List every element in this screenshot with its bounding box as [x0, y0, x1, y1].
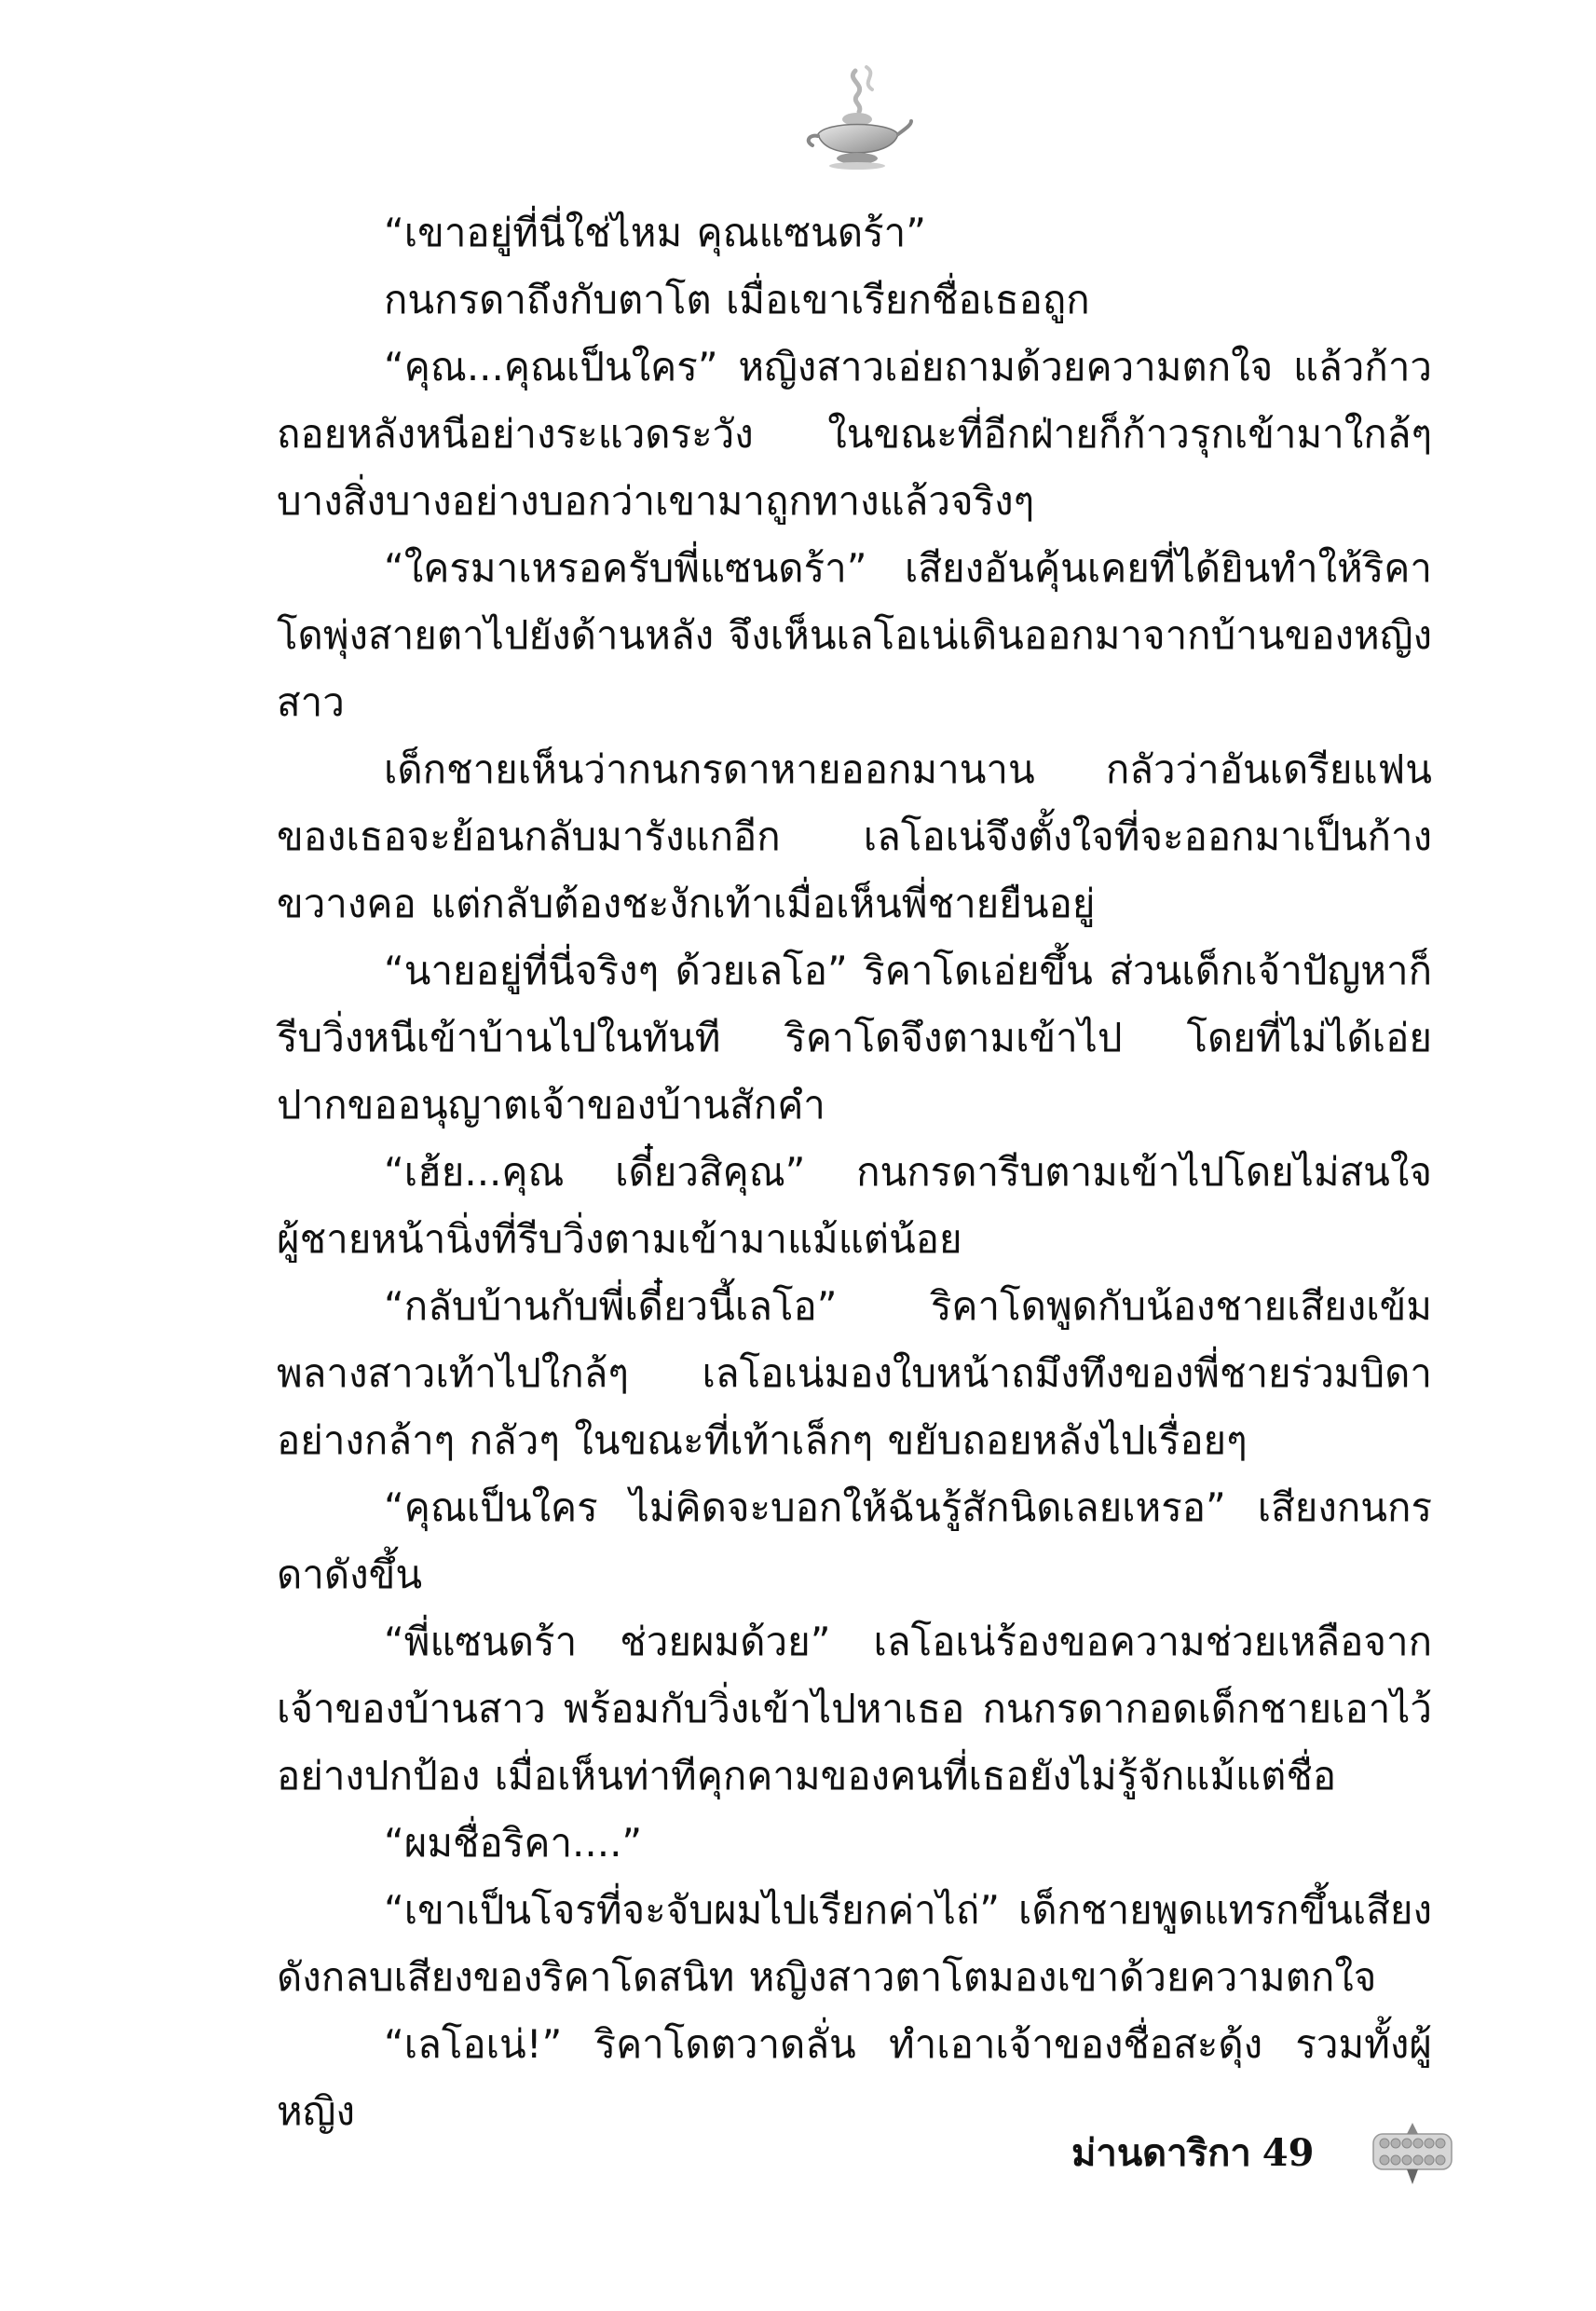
- bead-ornament-icon: [1370, 2115, 1455, 2188]
- paragraph: “คุณเป็นใคร ไม่คิดจะบอกให้ฉันรู้สักนิดเลยเหรอ” เสียงกนกรดาดังขึ้น: [277, 1484, 1432, 1597]
- paragraph: “เฮ้ย...คุณ เดี๋ยวสิคุณ” กนกรดารีบตามเข้าไปโดยไม่สนใจผู้ชายหน้านิ่งที่รีบวิ่งตามเข้ามาแม้แต่น้อย: [277, 1149, 1432, 1262]
- book-title: ม่านดาริกา: [1071, 2131, 1251, 2175]
- paragraph: “พี่แซนดร้า ช่วยผมด้วย” เลโอเน่ร้องขอความช่วยเหลือจากเจ้าของบ้านสาว พร้อมกับวิ่งเข้าไปหาเธอ กนกรดากอดเด็กชายเอาไว้อย่างปกป้อง เมื่อเห็นท่าทีคุกคามของคนที่เธอยังไม่รู้จักแม้แต่ชื่อ: [277, 1619, 1432, 1798]
- paragraph: “เขาเป็นโจรที่จะจับผมไปเรียกค่าไถ่” เด็กชายพูดแทรกขึ้นเสียงดังกลบเสียงของริคาโดสนิท หญิงสาวตาโตมองเขาด้วยความตกใจ: [277, 1887, 1432, 2000]
- paragraph: เด็กชายเห็นว่ากนกรดาหายออกมานาน กลัวว่าอันเดรียแฟนของเธอจะย้อนกลับมารังแกอีก เลโอเน่จึงตั้งใจที่จะออกมาเป็นก้างขวางคอ แต่กลับต้องชะงักเท้าเมื่อเห็นพี่ชายยืนอยู่: [277, 746, 1432, 926]
- paragraph: “คุณ...คุณเป็นใคร” หญิงสาวเอ่ยถามด้วยความตกใจ แล้วก้าวถอยหลังหนีอย่างระแวดระวัง ในขณะที่อีกฝ่ายก็ก้าวรุกเข้ามาใกล้ๆ บางสิ่งบางอย่างบอกว่าเขามาถูกทางแล้วจริงๆ: [277, 344, 1432, 524]
- genie-lamp-icon: [801, 62, 913, 171]
- page-number: 49: [1262, 2131, 1315, 2175]
- paragraph: “นายอยู่ที่นี่จริงๆ ด้วยเลโอ” ริคาโดเอ่ยขึ้น ส่วนเด็กเจ้าปัญหาก็รีบวิ่งหนีเข้าบ้านไปในทันที ริคาโดจึงตามเข้าไป โดยที่ไม่ได้เอ่ยปากขออนุญาตเจ้าของบ้านสักคำ: [277, 948, 1432, 1128]
- paragraph: “ใครมาเหรอครับพี่แซนดร้า” เสียงอันคุ้นเคยที่ได้ยินทำให้ริคาโดพุ่งสายตาไปยังด้านหลัง จึงเห็นเลโอเน่เดินออกมาจากบ้านของหญิงสาว: [277, 545, 1432, 725]
- paragraph: “ผมชื่อริคา....”: [384, 1820, 643, 1866]
- body-text: [277, 199, 1432, 2145]
- paragraph: “กลับบ้านกับพี่เดี๋ยวนี้เลโอ” ริคาโดพูดกับน้องชายเสียงเข้มพลางสาวเท้าไปใกล้ๆ เลโอเน่มองใบหน้าถมึงทึงของพี่ชายร่วมบิดาอย่างกล้าๆ กลัวๆ ในขณะที่เท้าเล็กๆ ขยับถอยหลังไปเรื่อยๆ: [277, 1283, 1432, 1463]
- page-footer: [1071, 2115, 1463, 2190]
- paragraph: กนกรดาถึงกับตาโต เมื่อเขาเรียกชื่อเธอถูก: [384, 277, 1090, 322]
- running-footer: [1071, 2123, 1314, 2182]
- paragraph: “เขาอยู่ที่นี่ใช่ไหม คุณแซนดร้า”: [384, 210, 927, 255]
- paragraph: “เลโอเน่!” ริคาโดตวาดลั่น ทำเอาเจ้าของชื่อสะดุ้ง รวมทั้งผู้หญิง: [277, 2021, 1432, 2134]
